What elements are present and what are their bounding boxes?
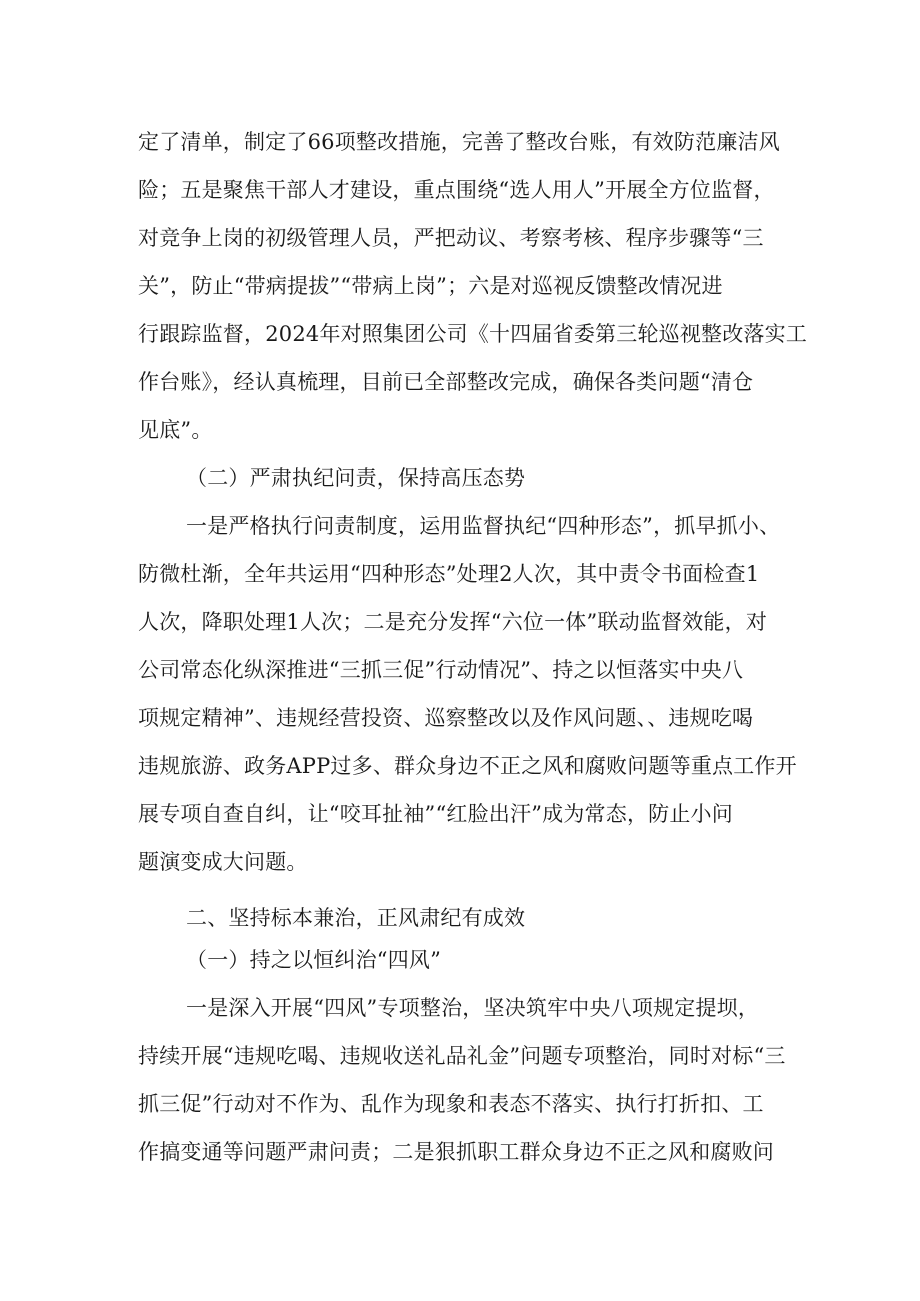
paragraph-line: 定了清单，制定了66项整改措施，完善了整改台账，有效防范廉洁风: [138, 130, 780, 154]
paragraph-line: 持续开展“违规吃喝、违规收送礼品礼金”问题专项整治，同时对标“三: [138, 1044, 786, 1068]
paragraph-line: 题演变成大问题。: [138, 850, 308, 874]
paragraph-line: 一是深入开展“四风”专项整治，坚决筑牢中央八项规定提坝，: [186, 996, 760, 1020]
paragraph-line: 对竞争上岗的初级管理人员，严把动议、考察考核、程序步骤等“三: [138, 226, 764, 250]
paragraph-line: 关”，防止“带病提拔”“带病上岗”；六是对巡视反馈整改情况进: [138, 274, 723, 298]
paragraph-line: 险；五是聚焦干部人才建设，重点围绕“选人用人”开展全方位监督，: [138, 178, 775, 202]
section-heading: 二、坚持标本兼治，正风肃纪有成效: [186, 906, 526, 930]
paragraph-line: 作搞变通等问题严肃问责；二是狠抓职工群众身边不正之风和腐败问: [138, 1140, 774, 1164]
paragraph-line: 作台账》，经认真梳理，目前已全部整改完成，确保各类问题“清仓: [138, 370, 754, 394]
paragraph-line: 人次，降职处理1人次；二是充分发挥“六位一体”联动监督效能，对: [138, 610, 768, 634]
paragraph-line: 违规旅游、政务APP过多、群众身边不正之风和腐败问题等重点工作开: [138, 754, 797, 778]
paragraph-line: 展专项自查自纠，让“咬耳扯袖”“红脸出汗”成为常态，防止小问: [138, 802, 733, 826]
paragraph-line: 公司常态化纵深推进“三抓三促”行动情况”、持之以恒落实中央八: [138, 658, 744, 682]
paragraph-line: 行跟踪监督，2024年对照集团公司《十四届省委第三轮巡视整改落实工: [138, 322, 808, 346]
paragraph-line: 抓三促”行动对不作为、乱作为现象和表态不落实、执行打折扣、工: [138, 1092, 764, 1116]
section-subheading: （二）严肃执纪问责，保持高压态势: [186, 466, 526, 490]
paragraph-line: 见底”。: [138, 418, 213, 442]
paragraph-line: 一是严格执行问责制度，运用监督执纪“四种形态”，抓早抓小、: [186, 514, 781, 538]
section-subheading: （一）持之以恒纠治“四风”: [186, 948, 442, 972]
paragraph-line: 项规定精神”、违规经营投资、巡察整改以及作风问题、、违规吃喝: [138, 706, 754, 730]
paragraph-line: 防微杜渐，全年共运用“四种形态”处理2人次，其中责令书面检查1: [138, 562, 760, 586]
